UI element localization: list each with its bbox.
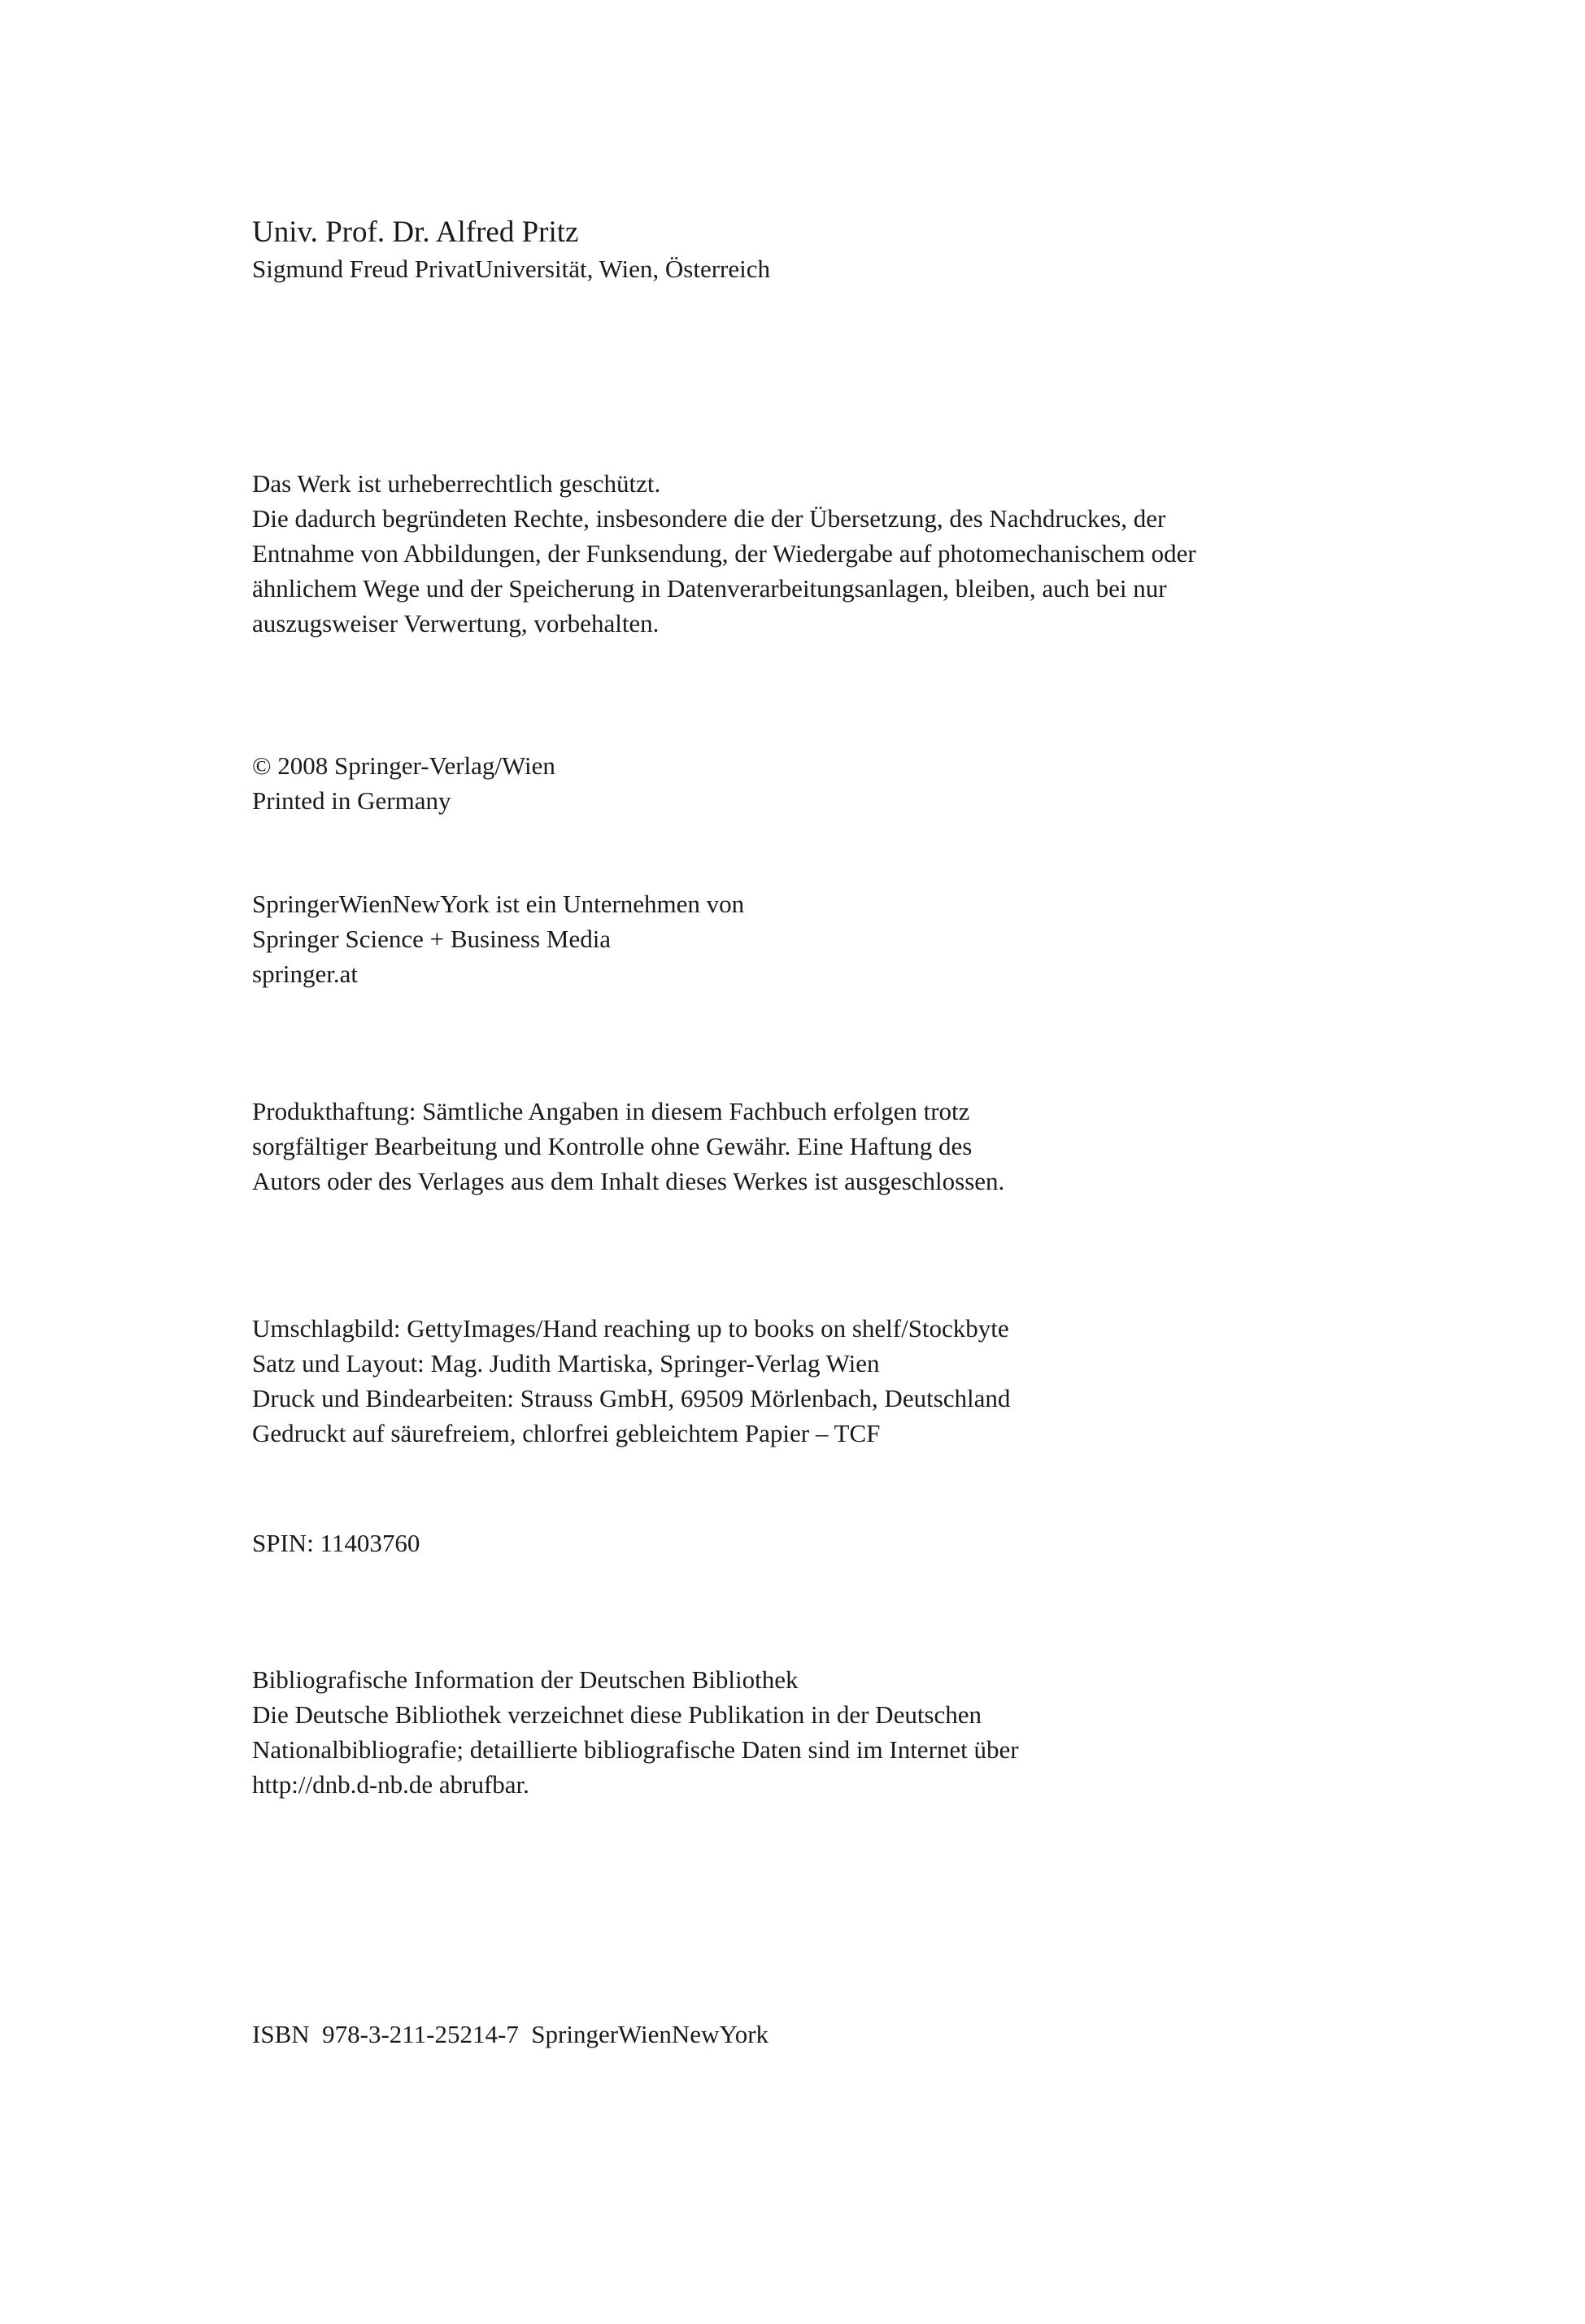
company-block bbox=[252, 886, 1358, 991]
bibliographic-line: Die Deutsche Bibliothek verzeichnet diese Publikation in der Deutschen bbox=[252, 1700, 982, 1729]
isbn: ISBN 978-3-211-25214-7 SpringerWienNewYork bbox=[252, 2020, 769, 2048]
bibliographic-url: http://dnb.d-nb.de abrufbar. bbox=[252, 1770, 529, 1799]
copyright-notice-line: ähnlichem Wege und der Speicherung in Datenverarbeitungsanlagen, bleiben, auch bei nur bbox=[252, 574, 1167, 603]
bibliographic-line: Bibliografische Information der Deutschen Bibliothek bbox=[252, 1665, 799, 1694]
copyright-notice-line: Die dadurch begründeten Rechte, insbesondere die der Übersetzung, des Nachdruckes, der bbox=[252, 504, 1166, 533]
liability-block bbox=[252, 1094, 1358, 1199]
spin-block bbox=[252, 1525, 1358, 1560]
company-website: springer.at bbox=[252, 960, 358, 988]
company-line: SpringerWienNewYork ist ein Unternehmen von bbox=[252, 890, 745, 918]
production-line: Druck und Bindearbeiten: Strauss GmbH, 69509 Mörlenbach, Deutschland bbox=[252, 1384, 1011, 1412]
bibliographic-line: Nationalbibliografie; detaillierte bibliografische Daten sind im Internet über bbox=[252, 1735, 1019, 1764]
author-block bbox=[252, 213, 1358, 286]
author-name: Univ. Prof. Dr. Alfred Pritz bbox=[252, 215, 579, 249]
production-block bbox=[252, 1311, 1358, 1451]
copyright-notice bbox=[252, 466, 1358, 641]
isbn-block bbox=[252, 2017, 1358, 2052]
production-line: Gedruckt auf säurefreiem, chlorfrei gebleichtem Papier – TCF bbox=[252, 1419, 881, 1447]
author-affiliation: Sigmund Freud PrivatUniversität, Wien, Österreich bbox=[252, 255, 771, 283]
bibliographic-block bbox=[252, 1662, 1358, 1802]
liability-line: Autors oder des Verlages aus dem Inhalt dieses Werkes ist ausgeschlossen. bbox=[252, 1167, 1005, 1195]
spin-number: SPIN: 11403760 bbox=[252, 1529, 420, 1557]
printed-in: Printed in Germany bbox=[252, 786, 451, 815]
liability-line: sorgfältiger Bearbeitung und Kontrolle ohne Gewähr. Eine Haftung des bbox=[252, 1132, 973, 1160]
production-line: Umschlagbild: GettyImages/Hand reaching up to books on shelf/Stockbyte bbox=[252, 1314, 1009, 1343]
production-line: Satz und Layout: Mag. Judith Martiska, Springer-Verlag Wien bbox=[252, 1349, 880, 1377]
company-line: Springer Science + Business Media bbox=[252, 925, 612, 953]
copyright-notice-line: auszugsweiser Verwertung, vorbehalten. bbox=[252, 609, 660, 638]
publisher-copyright: © 2008 Springer-Verlag/Wien bbox=[252, 751, 555, 780]
publisher-block bbox=[252, 748, 1358, 818]
copyright-notice-line: Entnahme von Abbildungen, der Funksendung, der Wiedergabe auf photomechanischem oder bbox=[252, 539, 1196, 568]
liability-line: Produkthaftung: Sämtliche Angaben in diesem Fachbuch erfolgen trotz bbox=[252, 1097, 970, 1125]
copyright-notice-line: Das Werk ist urheberrechtlich geschützt. bbox=[252, 469, 661, 498]
